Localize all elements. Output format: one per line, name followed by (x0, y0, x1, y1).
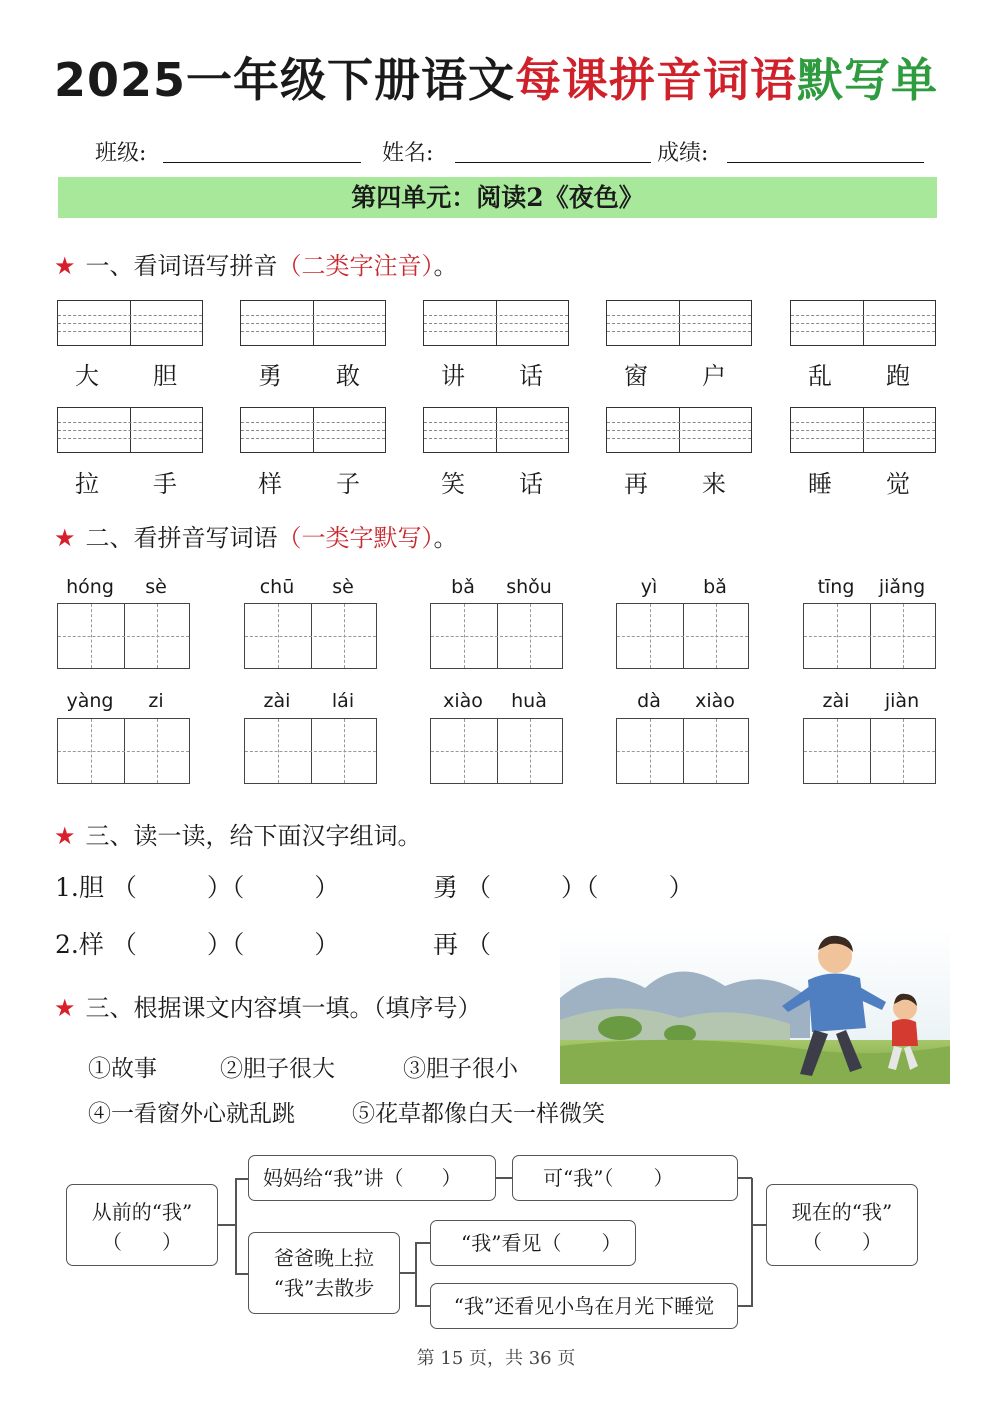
word-character: 笑 (441, 470, 465, 498)
pinyin-label: tīng (817, 576, 855, 598)
pinyin-label: bǎ (451, 576, 475, 598)
connector (415, 1305, 431, 1307)
tianzige-writing-box[interactable] (803, 603, 936, 669)
word-character: 胆 (153, 362, 177, 390)
pinyin-label: sè (145, 576, 167, 598)
tianzige-writing-box[interactable] (616, 718, 749, 784)
pinyin-label: lái (331, 690, 355, 712)
name-field[interactable] (455, 162, 651, 163)
score-label: 成绩: (657, 141, 709, 166)
zuci-row-2: 2.样 （ ）（ ） (55, 930, 340, 959)
word-character: 再 (624, 470, 648, 498)
pinyin-label: jiǎng (878, 576, 926, 598)
connector (751, 1224, 767, 1226)
connector (496, 1177, 512, 1179)
pinyin-writing-box[interactable] (240, 300, 386, 346)
connector (415, 1242, 417, 1306)
pinyin-label: zi (148, 690, 164, 712)
connector (751, 1178, 753, 1307)
box-but-me: 可“我”（ ） (512, 1155, 738, 1201)
zuci-row-2b: 再 （ (433, 930, 492, 959)
word-character: 手 (153, 470, 177, 498)
word-character: 子 (336, 470, 360, 498)
pinyin-label: yì (640, 576, 658, 598)
star-icon: ★ (54, 994, 76, 1022)
tianzige-writing-box[interactable] (803, 718, 936, 784)
pinyin-label: chū (259, 576, 295, 598)
word-character: 拉 (75, 470, 99, 498)
connector (235, 1273, 249, 1275)
pinyin-writing-box[interactable] (423, 300, 569, 346)
connector (738, 1177, 752, 1179)
tianzige-writing-box[interactable] (616, 603, 749, 669)
pinyin-label: jiàn (884, 690, 920, 712)
word-character: 睡 (808, 470, 832, 498)
option-4: ④一看窗外心就乱跳 (88, 1101, 295, 1127)
connector (235, 1178, 249, 1180)
answer-blank[interactable]: （ ） (802, 1230, 882, 1254)
word-character: 敢 (336, 362, 360, 390)
word-character: 大 (75, 362, 99, 390)
illustration-father-and-child (560, 928, 950, 1084)
word-character: 讲 (441, 362, 465, 390)
score-field[interactable] (727, 162, 924, 163)
word-character: 跑 (886, 362, 910, 390)
pinyin-writing-box[interactable] (57, 407, 203, 453)
tianzige-writing-box[interactable] (57, 718, 190, 784)
word-character: 户 (702, 362, 726, 390)
tianzige-writing-box[interactable] (244, 603, 377, 669)
pinyin-label: huà (511, 690, 547, 712)
pinyin-label: xiào (695, 690, 735, 712)
connector (218, 1224, 236, 1226)
pinyin-writing-box[interactable] (423, 407, 569, 453)
connector (400, 1272, 416, 1274)
box-past-me: 从前的“我” （ ） (66, 1184, 218, 1266)
section4-heading: ★ 三、根据课文内容填一填。（填序号） (54, 994, 482, 1022)
box-dad-walk: 爸爸晚上拉 “我”去散步 (248, 1232, 400, 1314)
unit-banner: 第四单元：阅读2《夜色》 (58, 177, 937, 218)
option-2: ②胆子很大 (220, 1056, 335, 1082)
option-1: ①故事 (88, 1056, 157, 1082)
tianzige-writing-box[interactable] (244, 718, 377, 784)
word-character: 来 (702, 470, 726, 498)
section3-heading: ★ 三、读一读，给下面汉字组词。 (54, 822, 422, 850)
page-number: 第 15 页，共 36 页 (416, 1348, 576, 1369)
star-icon: ★ (54, 252, 76, 280)
word-character: 觉 (886, 470, 910, 498)
pinyin-label: shǒu (506, 576, 552, 598)
pinyin-label: yàng (66, 690, 114, 712)
pinyin-label: xiào (443, 690, 483, 712)
pinyin-label: dà (637, 690, 661, 712)
connector (235, 1178, 237, 1274)
pinyin-label: bǎ (703, 576, 727, 598)
pinyin-label: zài (822, 690, 850, 712)
pinyin-label: sè (332, 576, 354, 598)
section2-heading: ★ 二、看拼音写词语（一类字默写）。 (54, 524, 458, 552)
word-character: 乱 (808, 362, 832, 390)
box-now-me: 现在的“我” （ ） (766, 1184, 918, 1266)
word-character: 样 (258, 470, 282, 498)
pinyin-writing-box[interactable] (57, 300, 203, 346)
box-mom-story: 妈妈给“我”讲（ ） (248, 1155, 496, 1201)
box-i-see: “我”看见（ ） (430, 1220, 636, 1266)
title-red: 每课拼音词语 (515, 53, 798, 107)
class-label: 班级: (95, 141, 147, 166)
option-5: ⑤花草都像白天一样微笑 (352, 1101, 605, 1127)
pinyin-writing-box[interactable] (606, 407, 752, 453)
option-3: ③胆子很小 (403, 1056, 518, 1082)
word-character: 勇 (258, 362, 282, 390)
name-label: 姓名: (382, 141, 434, 166)
star-icon: ★ (54, 524, 76, 552)
title-black: 2025一年级下册语文 (53, 53, 516, 107)
answer-blank[interactable]: （ ） (102, 1230, 182, 1254)
pinyin-writing-box[interactable] (790, 300, 936, 346)
zuci-row-1: 1.胆 （ ）（ ） (55, 873, 340, 902)
pinyin-label: hóng (66, 576, 114, 598)
page-title (0, 44, 992, 110)
word-character: 窗 (624, 362, 648, 390)
title-green: 默写单 (797, 53, 939, 107)
pinyin-writing-box[interactable] (240, 407, 386, 453)
box-bird-sleeping: “我”还看见小鸟在月光下睡觉 (430, 1283, 738, 1329)
connector (415, 1242, 431, 1244)
tianzige-writing-box[interactable] (430, 718, 563, 784)
connector (738, 1305, 752, 1307)
tianzige-writing-box[interactable] (430, 603, 563, 669)
zuci-row-1b: 勇 （ ）（ ） (433, 873, 694, 902)
pinyin-writing-box[interactable] (606, 300, 752, 346)
class-field[interactable] (163, 162, 361, 163)
pinyin-writing-box[interactable] (790, 407, 936, 453)
tianzige-writing-box[interactable] (57, 603, 190, 669)
section1-heading: ★ 一、看词语写拼音（二类字注音）。 (54, 252, 458, 280)
pinyin-label: zài (263, 690, 291, 712)
star-icon: ★ (54, 822, 76, 850)
word-character: 话 (519, 470, 543, 498)
word-character: 话 (519, 362, 543, 390)
